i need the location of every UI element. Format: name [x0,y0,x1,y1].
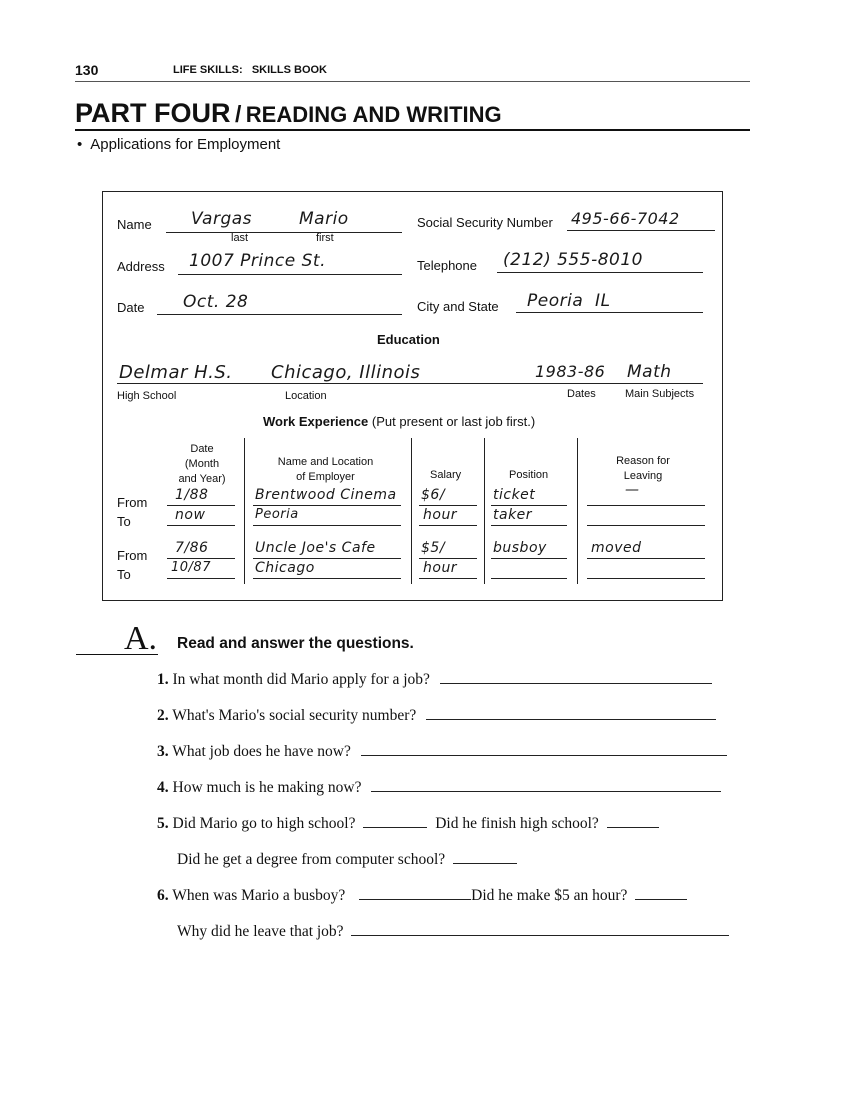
col-header-reason [587,454,699,484]
question-6-continued [177,923,729,941]
school-location-value: Chicago, Illinois [271,362,421,383]
col-date-line3: and Year) [178,473,226,485]
question-1 [157,671,712,689]
answer-5a-blank[interactable] [363,827,427,828]
school-dates-value: 1983-86 [535,362,606,381]
question-text: Did Mario go to high school? [172,815,356,832]
name-last-value: Vargas [191,209,253,229]
col-reason-line1: Reason for [616,455,670,467]
title-rule [75,129,750,131]
city-state-value: Peoria IL [527,291,611,311]
running-title: LIFE SKILLS: SKILLS BOOK [173,64,327,76]
subtitle [77,136,280,153]
answer-2-blank[interactable] [426,719,716,720]
last-caption: last [231,232,249,244]
job2-salary-unit: hour [423,560,458,576]
col-header-employer [253,455,398,485]
high-school-caption: High School [117,390,177,402]
from-label: From [117,548,148,563]
address-field[interactable] [178,274,402,275]
job2-salary-amount: $5/ [421,540,446,556]
col-divider-1 [244,438,245,584]
subjects-caption: Main Subjects [625,388,695,400]
answer-5b-blank[interactable] [607,827,659,828]
col-header-salary: Salary [430,469,462,481]
question-3 [157,743,727,761]
answer-6b-blank[interactable] [635,899,687,900]
telephone-value: (212) 555-8010 [503,250,643,270]
job2-reason: moved [591,540,642,556]
job1-employer-name: Brentwood Cinema [255,487,397,503]
col-header-position: Position [509,469,549,481]
ssn-value: 495-66-7042 [571,209,680,228]
job2-position-field-2[interactable] [491,578,567,579]
question-text: When was Mario a busboy? [172,887,346,904]
answer-1-blank[interactable] [440,683,712,684]
question-6 [157,887,687,905]
job1-employer-name-field[interactable] [253,505,401,506]
question-5-continued [177,851,517,869]
question-number: 5. [157,815,169,832]
job1-salary-unit: hour [423,507,458,523]
job2-employer-location-field[interactable] [253,578,401,579]
answer-5c-blank[interactable] [453,863,517,864]
telephone-field[interactable] [497,272,703,273]
title-separator: / [234,101,242,127]
job1-salary-unit-field[interactable] [419,525,477,526]
date-label: Date [117,300,145,315]
to-label: To [117,514,131,529]
job1-position-field-2[interactable] [491,525,567,526]
name-label: Name [117,217,152,232]
answer-4-blank[interactable] [371,791,721,792]
date-field[interactable] [157,314,402,315]
city-state-label: City and State [417,299,499,314]
job2-position-1: busboy [493,540,547,556]
high-school-value: Delmar H.S. [119,362,233,383]
question-number: 2. [157,707,169,724]
page-header [75,62,750,82]
job1-employer-location-field[interactable] [253,525,401,526]
job1-position-1: ticket [493,487,536,503]
job1-salary-field[interactable] [419,505,477,506]
ssn-field[interactable] [567,230,715,231]
question-number: 6. [157,887,169,904]
question-number: 4. [157,779,169,796]
job2-reason-field-2[interactable] [587,578,705,579]
question-number: 1. [157,671,169,688]
job2-employer-name: Uncle Joe's Cafe [255,540,376,556]
job2-employer-location: Chicago [255,560,315,576]
question-text: What job does he have now? [172,743,351,760]
job2-from-field[interactable] [167,558,235,559]
job2-to-field[interactable] [167,578,235,579]
col-date-line1: Date [190,443,214,455]
header-rule [75,81,750,82]
subtitle-text: Applications for Employment [90,136,281,153]
address-label: Address [117,259,165,274]
job2-from-value: 7/86 [175,540,209,556]
education-heading: Education [377,332,440,347]
col-header-date [163,442,241,487]
job1-salary-amount: $6/ [421,487,446,503]
page-title [75,98,502,129]
col-employer-line1: Name and Location [277,456,374,468]
work-heading: Work Experience [263,414,369,429]
part-title: PART FOUR [75,98,231,128]
work-experience-heading [263,414,535,429]
section-title: READING AND WRITING [245,102,502,127]
job2-reason-field-1[interactable] [587,558,705,559]
job1-position-field-1[interactable] [491,505,567,506]
job1-position-2: taker [493,507,533,523]
job1-reason-field-1[interactable] [587,505,705,506]
question-text-b: Did he finish high school? [435,815,599,832]
exercise-instruction: Read and answer the questions. [177,635,414,652]
ssn-label: Social Security Number [417,215,553,230]
col-date-line2: (Month [184,458,220,470]
job1-reason: — [625,482,640,498]
col-divider-3 [484,438,485,584]
col-reason-line2: Leaving [623,470,663,482]
question-text-b: Did he make $5 an hour? [471,887,628,904]
question-2 [157,707,716,725]
question-number: 3. [157,743,169,760]
job2-position-field-1[interactable] [491,558,567,559]
col-divider-4 [577,438,578,584]
education-field[interactable] [117,383,703,384]
exercise-letter: A. [124,620,158,657]
job1-from-value: 1/88 [175,487,209,503]
answer-6a-blank[interactable] [359,899,471,900]
main-subjects-value: Math [627,362,672,382]
application-form [102,191,723,601]
work-note: (Put present or last job first.) [371,414,536,429]
address-value: 1007 Prince St. [189,251,326,271]
job1-reason-field-2[interactable] [587,525,705,526]
question-4 [157,779,721,797]
col-divider-2 [411,438,412,584]
question-text: What's Mario's social security number? [172,707,417,724]
answer-6c-blank[interactable] [351,935,729,936]
job1-employer-location: Peoria [255,507,299,522]
answer-3-blank[interactable] [361,755,727,756]
question-text: In what month did Mario apply for a job? [172,671,430,688]
to-label: To [117,567,131,582]
name-first-value: Mario [299,209,349,229]
dates-caption: Dates [567,388,596,400]
question-text-c: Why did he leave that job? [177,923,344,940]
first-caption: first [316,232,334,244]
job2-salary-unit-field[interactable] [419,578,477,579]
job1-to-field[interactable] [167,525,235,526]
col-employer-line2: of Employer [296,471,355,483]
from-label: From [117,495,148,510]
question-text-c: Did he get a degree from computer school? [177,851,446,868]
date-value: Oct. 28 [183,292,249,312]
page-number: 130 [75,62,99,78]
question-5 [157,815,659,833]
job2-salary-field[interactable] [419,558,477,559]
city-state-field[interactable] [516,312,703,313]
job1-to-value: now [175,507,206,523]
question-text: How much is he making now? [172,779,362,796]
job1-from-field[interactable] [167,505,235,506]
location-caption: Location [285,390,327,402]
job2-to-value: 10/87 [171,560,211,575]
telephone-label: Telephone [417,258,477,273]
job2-employer-name-field[interactable] [253,558,401,559]
bullet-icon: • [77,136,83,153]
name-field[interactable] [166,232,402,233]
